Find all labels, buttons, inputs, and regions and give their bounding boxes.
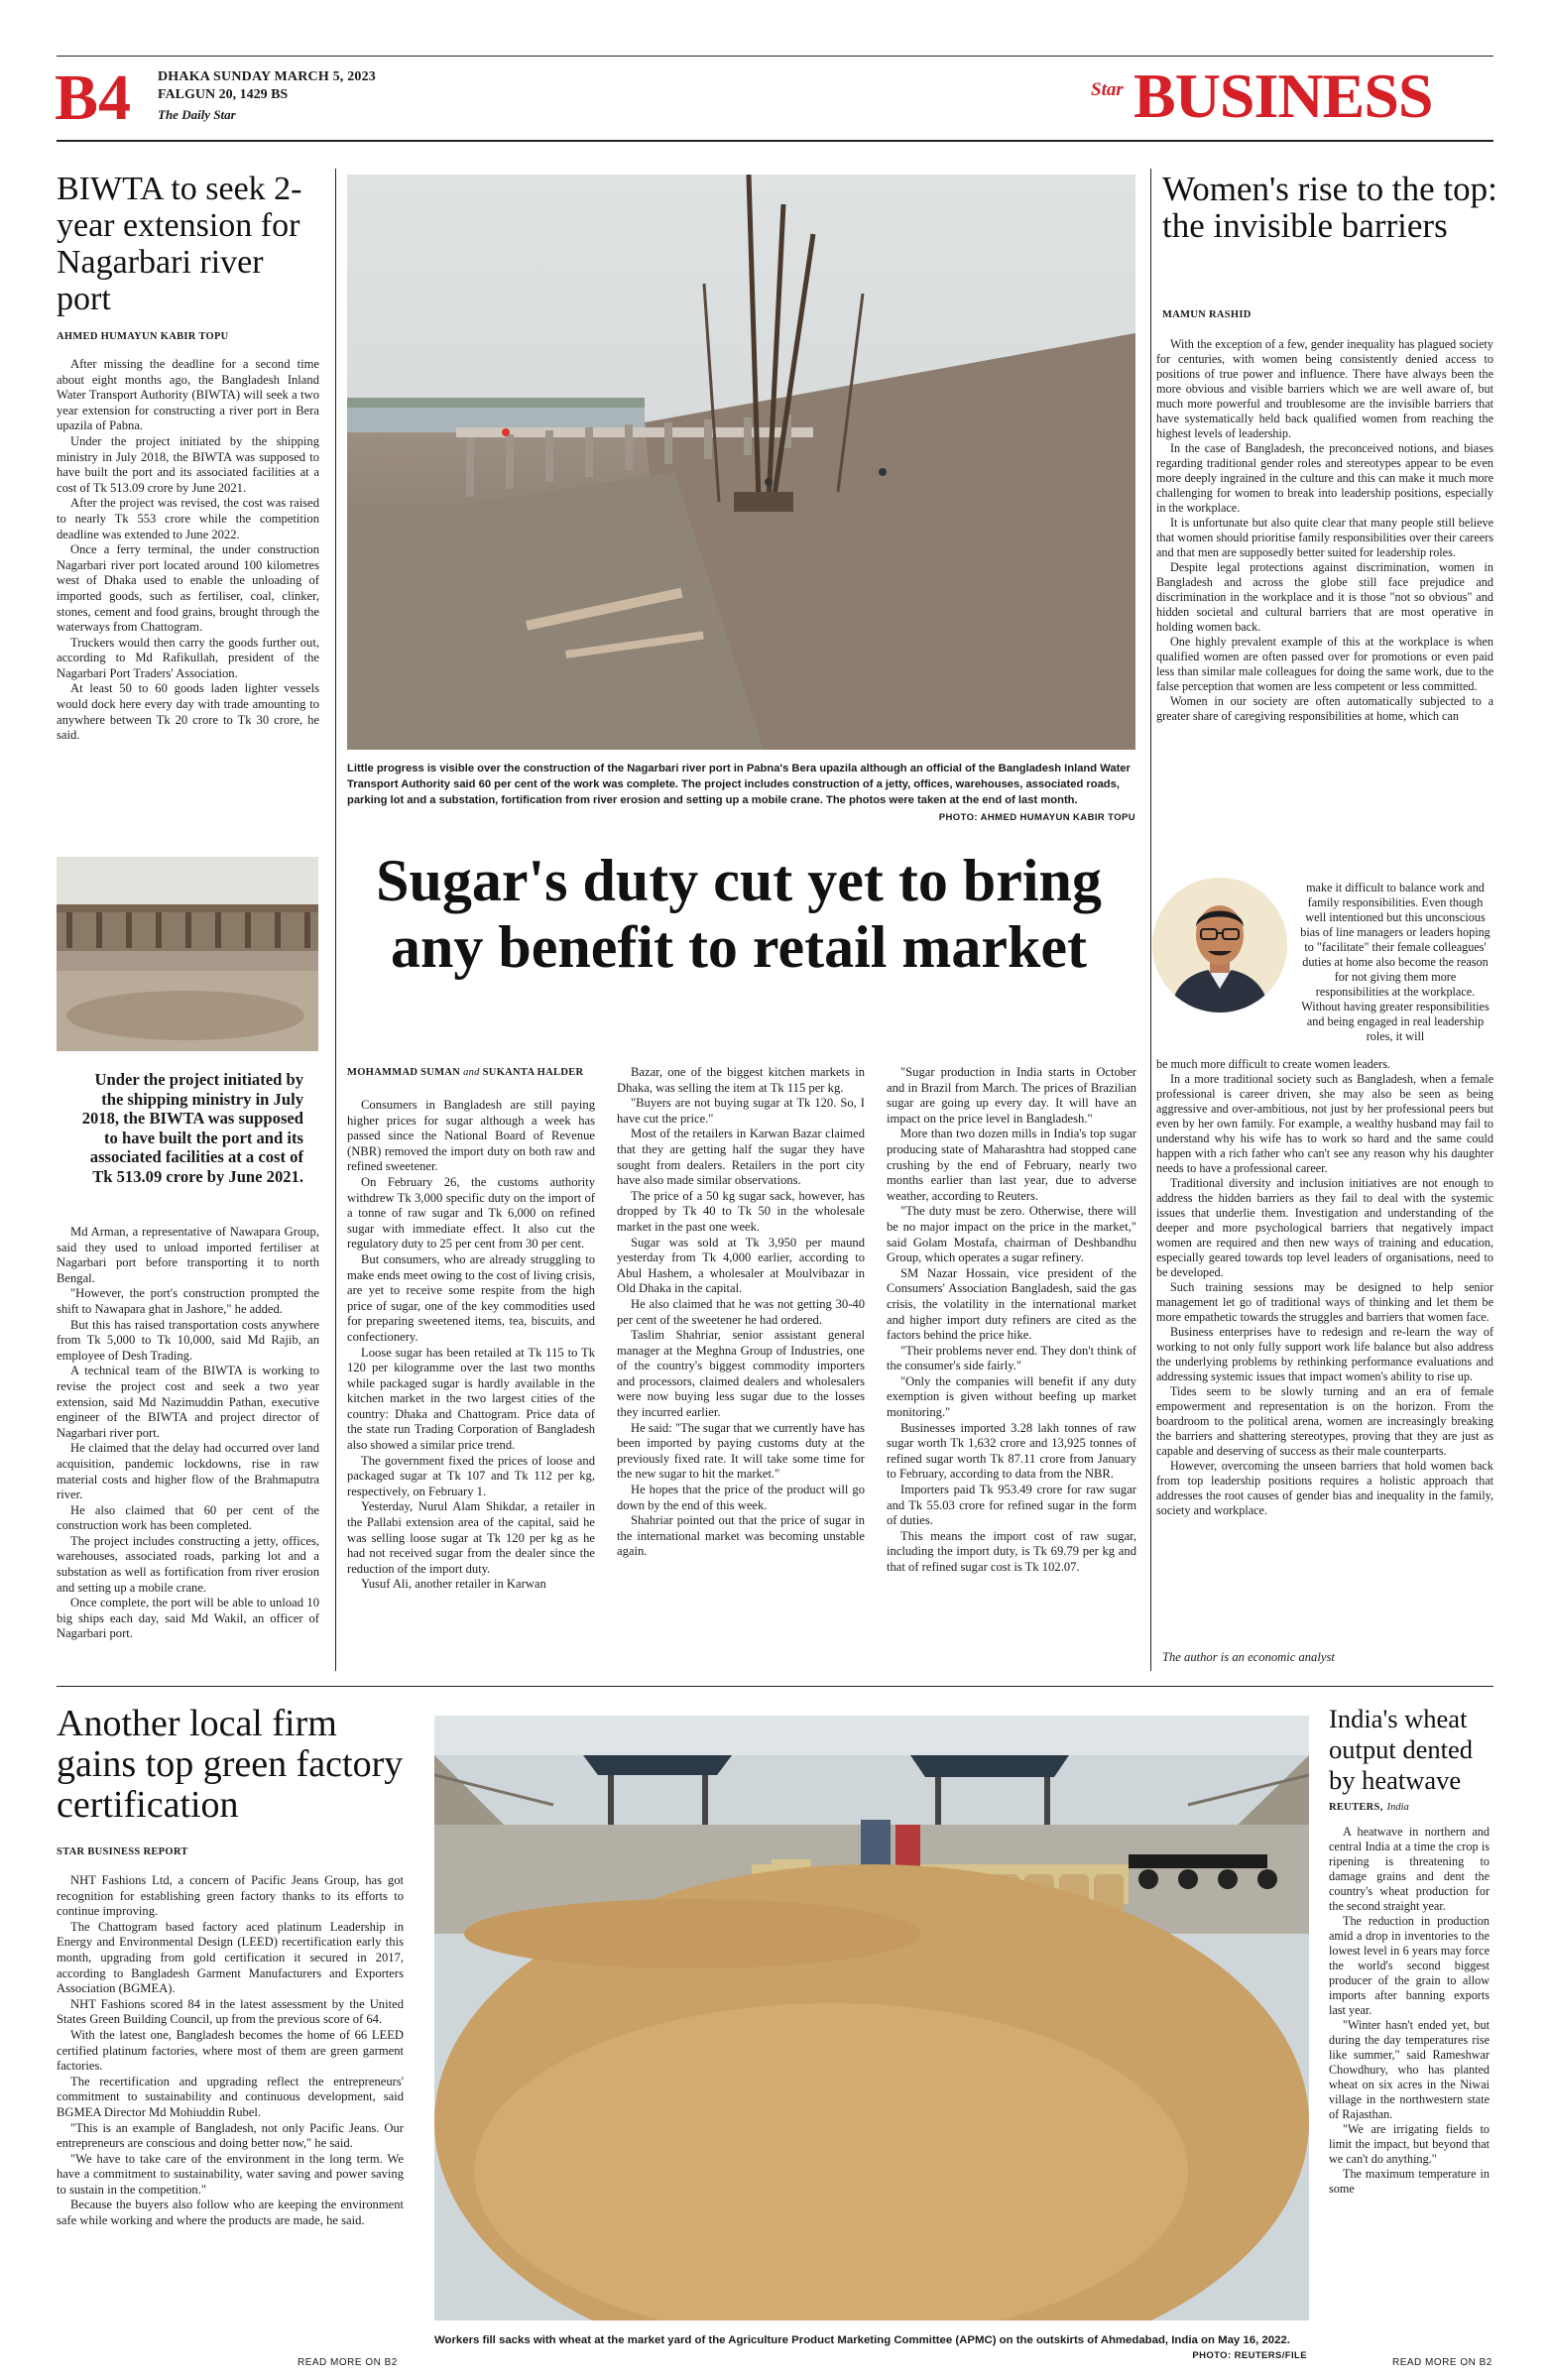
women-byline: MAMUN RASHID [1162, 309, 1252, 320]
bangla-date: FALGUN 20, 1429 BS [158, 87, 289, 102]
biwta-body: After missing the deadline for a second time about eight months ago, the Bangladesh Inland Water Transport Authority (BIWTA) will seek a two year extension for constructing a river port in Bera upazila of Pabna. Under the project initiated by the shipping ministry in July 2018, the BIWTA was supposed to have built the port and its associated facilities at a cost of Tk 513.09 crore by June 2021. After the project was revised, the cost was raised to nearly Tk 553 crore while the competition deadline was extended to June 2022. Once a ferry terminal, the under construction Nagarbari river port located around 100 kilometres west of Dhaka used to enable the unloading of imported goods, such as fertiliser, coal, clinker, stones, cement and food grains, brought through the waterways from Chattogram. Truckers would then carry the goods further out, according to Md Rafikullah, president of the Nagarbari Port Traders' Association. At least 50 to 60 goods laden lighter vessels would dock here every day with trade amounting to anywhere between Tk 20 crore to Tk 30 crore, he said. [57, 357, 319, 743]
sugar-byline: MOHAMMAD SUMAN and SUKANTA HALDER [347, 1067, 584, 1078]
women-body-b: be much more difficult to create women leaders. In a more traditional society such as Bangladesh, when a female professional is career driven, she may also be seen as being aggressive and over-ambitious, not just by her professional peers but even by her own family. For example, a wealthy husband may fail to understand why his wife has to work so hard and the same could happen with a rich father who can't see any reason why his daughter needs to have a professional career. Traditional diversity and inclusion initiatives are not enough to address the hidden barriers as they fail to deal with the systemic issues that underlie them. Investigation and understanding of the deeper and more psychological barriers that negatively impact women are required and then new ways of training and education, especially geared towards top level leaders of organisations, need to be developed. Such training sessions may be designed to help senior management let go of traditional ways of thinking and let them be more empathetic towards the struggles and barriers that women face. Business enterprises have to redesign and re-learn the way of working to not only fully support work life balance but also address the underlying problems by rethinking performance evaluations and addressing systemic issues that impact women's ability to rise up. Tides seem to be slowly turning and an era of female empowerment and representation is on the horizon. From the boardroom to the political arena, women are increasingly breaking the barriers and shattering stereotypes, proving that they are just as capable and deserving of success as their male counterparts. However, overcoming the unseen barriers that hold women back from top leadership positions requires a holistic approach that addresses the root causes of gender bias and inequality in the family, society and workplace. [1156, 1057, 1493, 1517]
page-label: B4 [55, 61, 132, 134]
green-headline: Another local firm gains top green factory certification [57, 1703, 404, 1826]
sugar-body-col3: "Sugar production in India starts in October and in Brazil from March. The prices of Brazilian sugar are going up every day. It will have an impact on the price level in Bangladesh." More than two dozen mills in India's top sugar producing state of Maharashtra had stopped cane crushing by the end of February, nearly two months earlier than last year, due to adverse weather, according to Reuters. "The duty must be zero. Otherwise, there will be no major impact on the price in the market," said Golam Mostafa, chairman of Deshbandhu Group, which operates a sugar refinery. SM Nazar Hossain, vice president of the Consumers' Association Bangladesh, said the gas crisis, the volatility in the international market and higher import duty refiners are cited as the factors behind the price hike. "Their problems never end. They don't think of the consumer's side fairly." "Only the companies will benefit if any duty exemption is given without beefing up market monitoring." Businesses imported 3.28 lakh tonnes of raw sugar worth Tk 1,632 crore and 13,925 tonnes of refined sugar worth Tk 87.11 crore from January to February, according to data from the NBR. Importers paid Tk 953.49 crore for raw sugar and Tk 55.03 crore for refined sugar in the form of duties. This means the import cost of raw sugar, including the import duty, is Tk 69.79 per kg and that of refined sugar cost is Tk 102.07. [887, 1065, 1136, 1574]
biwta-pull-quote: Under the project initiated by the shipping ministry in July 2018, the BIWTA was supposed to have built the port and its associated facilities at a cost of Tk 513.09 crore by June 2021. [81, 1070, 303, 1186]
sugar-body-col2: Bazar, one of the biggest kitchen markets in Dhaka, was selling the item at Tk 115 per kg. "Buyers are not buying sugar at Tk 120. So, I have cut the price." Most of the retailers in Karwan Bazar claimed that they are getting half the sugar they have sought from dealers. Retailers in the port city have also made similar observations. The price of a 50 kg sugar sack, however, has dropped by Tk 40 to Tk 50 in the wholesale market in the past one week. Sugar was sold at Tk 3,950 per maund yesterday from Tk 4,000 earlier, according to Abul Hashem, a wholesaler at Moulvibazar in Old Dhaka in the capital. He also claimed that he was not getting 30-40 per cent of the sweetener he had ordered. Taslim Shahriar, senior assistant general manager at the Meghna Group of Industries, one of the country's biggest commodity importers and processors, claimed dealers and wholesalers were now buying less sugar due to the losses they incurred earlier. He said: "The sugar that we currently have has been imported by paying customs duty at the previously fixed rate. It will take some time for the new sugar to hit the market." He hopes that the price of the product will go down by the end of this week. Shahriar pointed out that the price of sugar in the international market was becoming unstable again. [617, 1065, 865, 1559]
section-title: BUSINESS [1133, 60, 1433, 131]
wheat-market-photo [434, 1716, 1309, 2320]
green-body: NHT Fashions Ltd, a concern of Pacific Jeans Group, has got recognition for establishing green factory thanks to its efforts to continue improving. The Chattogram based factory aced platinum Leadership in Energy and Environmental Design (LEED) recertification early this month, upgrading from gold certification it secured in 2017, according to Bangladesh Garment Manufacturers and Exporters Association (BGMEA). NHT Fashions scored 84 in the latest assessment by the United States Green Building Council, up from the previous score of 64. With the latest one, Bangladesh becomes the home of 66 LEED certified platinum factories, where most of them are green garment factories. The recertification and upgrading reflect the entrepreneurs' commitment to sustainability and continuous development, said BGMEA Director Md Mohiuddin Rubel. "This is an example of Bangladesh, not only Pacific Jeans. Our entrepreneurs are conscious and doing better now," he said. "We have to take care of the environment in the long term. We have a commitment to sustainability, water saving and power saving to sustain in the competition." Because the buyers also follow who are keeping the environment safe while working and where the products are made, he said. [57, 1873, 404, 2228]
port-photo-credit: PHOTO: AHMED HUMAYUN KABIR TOPU [938, 812, 1135, 823]
women-author-note: The author is an economic analyst [1162, 1650, 1335, 1664]
india-read-more-link[interactable]: READ MORE ON B2 [1392, 2357, 1492, 2368]
section-logo: Star [1091, 79, 1124, 100]
wheat-photo-caption: Workers fill sacks with wheat at the market yard of the Agriculture Product Marketing Committee (APMC) on the outskirts of Ahmedabad, India on May 16, 2022. [434, 2334, 1290, 2346]
wheat-photo-credit: PHOTO: REUTERS/FILE [1192, 2350, 1307, 2361]
women-headline: Women's rise to the top: the invisible barriers [1162, 170, 1497, 245]
india-headline: India's wheat output dented by heatwave [1329, 1704, 1473, 1795]
dateline: DHAKA SUNDAY MARCH 5, 2023 [158, 69, 377, 84]
sugar-headline: Sugar's duty cut yet to bring any benefit to retail market [376, 848, 1102, 980]
green-read-more-link[interactable]: READ MORE ON B2 [298, 2357, 398, 2368]
nagarbari-port-photo [347, 175, 1135, 750]
india-body: A heatwave in northern and central India at a time the crop is ripening is threatening to damage grains and dent the country's wheat production for the second straight year. The reduction in production amid a drop in inventories to the lowest level in 6 years may force the world's second biggest producer of the grain to allow imports after banning exports last year. "Winter hasn't ended yet, but during the day temperatures rise like summer," said Rameshwar Chowdhury, who has planted wheat on six acres in the Niwai village in the northwestern state of Rajasthan. "We are irrigating fields to limit the impact, but beyond that we can't do anything." The maximum temperature in some [1329, 1825, 1490, 2196]
women-body-a: With the exception of a few, gender inequality has plagued society for centuries, with women being consistently denied access to positions of true power and influence. There have always been the more obvious and visible barriers which we are well aware of, but much more powerful and troublesome are the invisible barriers that have systematically held back qualified women from reaching the highest levels of leadership. In the case of Bangladesh, the preconceived notions, and biases regarding traditional gender roles and stereotypes appear to be even more deeply ingrained in the culture and this can make it much more challenging for women to break into leadership positions, especially in the workplace. It is unfortunate but also quite clear that many people still believe that women should prioritise family responsibilities over their careers and that men are supposedly better suited for leadership roles. Despite legal protections against discrimination, women in Bangladesh and across the globe still face prejudice and discrimination in the workplace and it is those "not so obvious" and hidden societal and cultural barriers that are most operative in holding women back. One highly prevalent example of this at the workplace is when qualified women are often passed over for promotions or even paid less than similar male colleagues for doing the same work, due to the false perception that women are less competent or less committed. Women in our society are often automatically subjected to a greater share of caregiving responsibilities at home, which can [1156, 337, 1493, 723]
paper-name: The Daily Star [158, 107, 236, 122]
port-photo-caption: Little progress is visible over the construction of the Nagarbari river port in Pabna's Bera upazila although an official of the Bangladesh Inland Water Transport Authority said 60 per cent of the work was complete. The project includes construction of a jetty, offices, warehouses, associated roads, parking lot and a substation, fortification from river erosion and setting up a mobile crane. The photos were taken at the end of last month. [347, 763, 1131, 806]
sugar-body-col1: Consumers in Bangladesh are still paying higher prices for sugar although a week has passed since the National Board of Revenue (NBR) removed the import duty on both raw and refined sweetener. On February 26, the customs authority withdrew Tk 3,000 specific duty on the import of a tonne of raw sugar and Tk 6,000 on refined sugar with immediate effect. It also cut the regulatory duty to 25 per cent from 30 per cent. But consumers, who are already struggling to make ends meet owing to the cost of living crisis, are yet to receive some respite from the high price of sugar, one of the key commodities used for preparing sweetened items, tea, biscuits, and confectionery. Loose sugar has been retailed at Tk 115 to Tk 120 per kilogramme over the last two months while packaged sugar is hardly available in the kitchen market in the two largest cities of the country: Dhaka and Chattogram. Price data of the state run Trading Corporation of Bangladesh also showed a similar price trend. The government fixed the prices of loose and packaged sugar at Tk 107 and Tk 112 per kg, respectively, on February 1. Yesterday, Nurul Alam Shikdar, a retailer in the Pallabi extension area of the capital, said he was selling loose sugar at Tk 120 per kg as he had not received sugar from the dealer since the reduction of the import duty. Yusuf Ali, another retailer in Karwan [347, 1098, 595, 1592]
author-photo [1152, 878, 1287, 1012]
women-body-wrap: make it difficult to balance work and family responsibilities. Even though well intentioned but this unconscious bias of line managers or leaders hoping to "facilitate" their female colleagues' duties at home also become the reason for not giving them more responsibilities at the workplace. Without having greater responsibilities and being engaged in real leadership roles, it will [1300, 881, 1490, 1043]
construction-photo-small [57, 857, 318, 1051]
biwta-byline: AHMED HUMAYUN KABIR TOPU [57, 331, 229, 342]
biwta-headline: BIWTA to seek 2-year extension for Nagarbari river port [57, 171, 302, 317]
biwta-body-continued: Md Arman, a representative of Nawapara Group, said they used to unload imported fertiliser at Nagarbari port before transporting it to north Bengal. "However, the port's construction prompted the shift to Nawapara ghat in Jashore," he added. But this has raised transportation costs anywhere from Tk 5,000 to Tk 10,000, said Md Rajib, an employee of Desh Trading. A technical team of the BIWTA is working to revise the project cost and seek a two year extension, said Md Nazimuddin Pathan, executive engineer of the BIWTA and project director of Nagarbari river port. He claimed that the delay had occurred over land acquisition, pandemic lockdowns, rise in raw material costs and higher flow of the Brahmaputra river. He also claimed that 60 per cent of the construction work has been completed. The project includes constructing a jetty, offices, warehouses, associated roads, parking lot and a substation as well as fortification from river erosion and setting up a mobile crane. Once complete, the port will be able to unload 10 big ships each day, said Md Wakil, an officer of Nagarbari port. [57, 1225, 319, 1641]
india-byline: REUTERS, India [1329, 1802, 1409, 1813]
green-byline: STAR BUSINESS REPORT [57, 1846, 188, 1857]
